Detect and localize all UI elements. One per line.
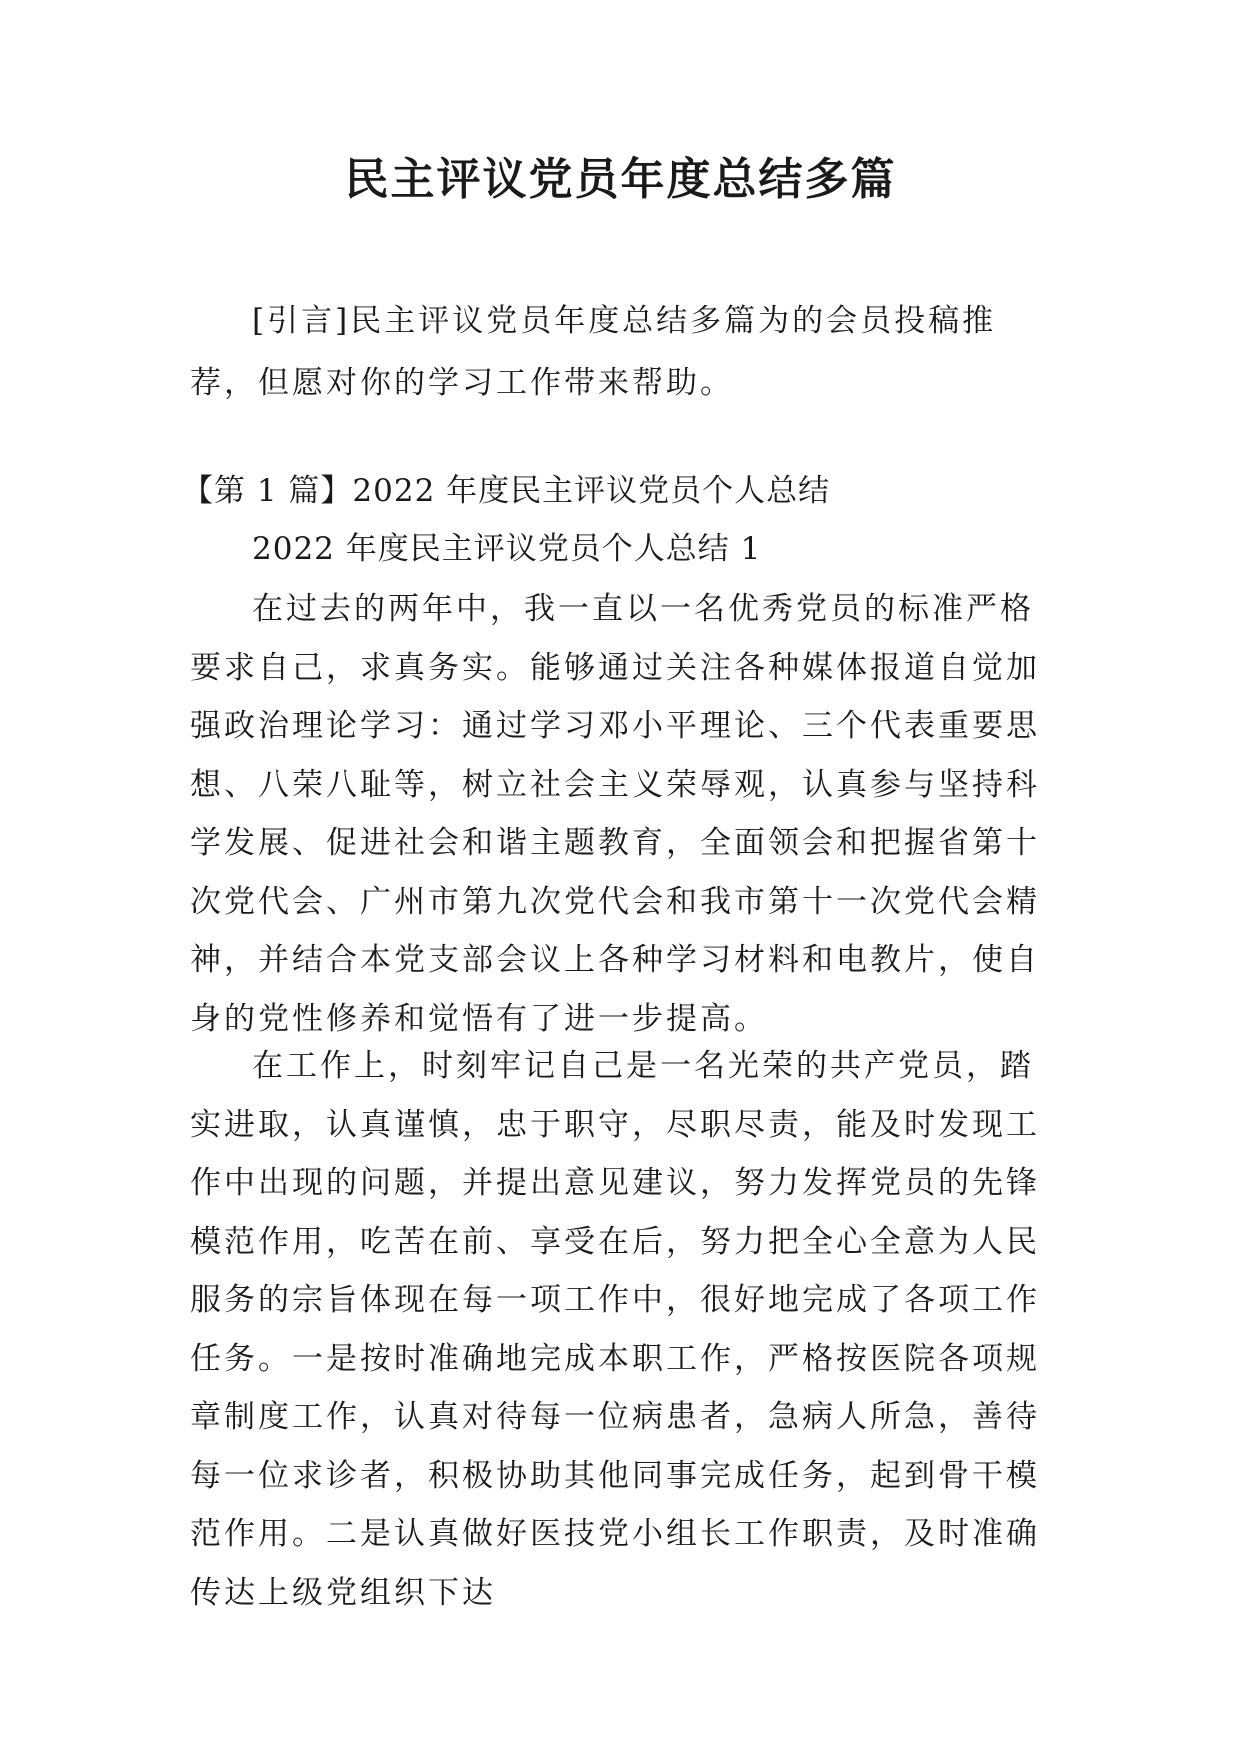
body-paragraph: 在过去的两年中，我一直以一名优秀党员的标准严格要求自己，求真务实。能够通过关注各种媒体报道自觉加强政治理论学习：通过学习邓小平理论、三个代表重要思想、八荣八耻等，树立社会主义荣辱观，认真参与坚持科学发展、促进社会和谐主题教育，全面领会和把握省第十次党代会、广州市第九次党代会和我市第十一次党代会精神，并结合本党支部会议上各种学习材料和电教片，使自身的党性修养和觉悟有了进一步提高。 <box>190 591 1040 1037</box>
body-paragraph: 在工作上，时刻牢记自己是一名光荣的共产党员，踏实进取，认真谨慎，忠于职守，尽职尽责，能及时发现工作中出现的问题，并提出意见建议，努力发挥党员的先锋模范作用，吃苦在前、享受在后，努力把全心全意为人民服务的宗旨体现在每一项工作中，很好地完成了各项工作任务。一是按时准确地完成本职工作，严格按医院各项规章制度工作，认真对待每一位病患者，急病人所急，善待每一位求诊者，积极协助其他同事完成任务，起到骨干模范作用。二是认真做好医技党小组长工作职责，及时准确传达上级党组织下达 <box>190 1048 1040 1611</box>
document-title: 民主评议党员年度总结多篇 <box>344 154 897 205</box>
section-heading: 【第 1 篇】2022 年度民主评议党员个人总结 <box>182 473 831 509</box>
sub-heading: 2022 年度民主评议党员个人总结 1 <box>252 531 762 567</box>
intro-paragraph: [引言]民主评议党员年度总结多篇为的会员投稿推荐，但愿对你的学习工作带来帮助。 <box>190 303 997 401</box>
